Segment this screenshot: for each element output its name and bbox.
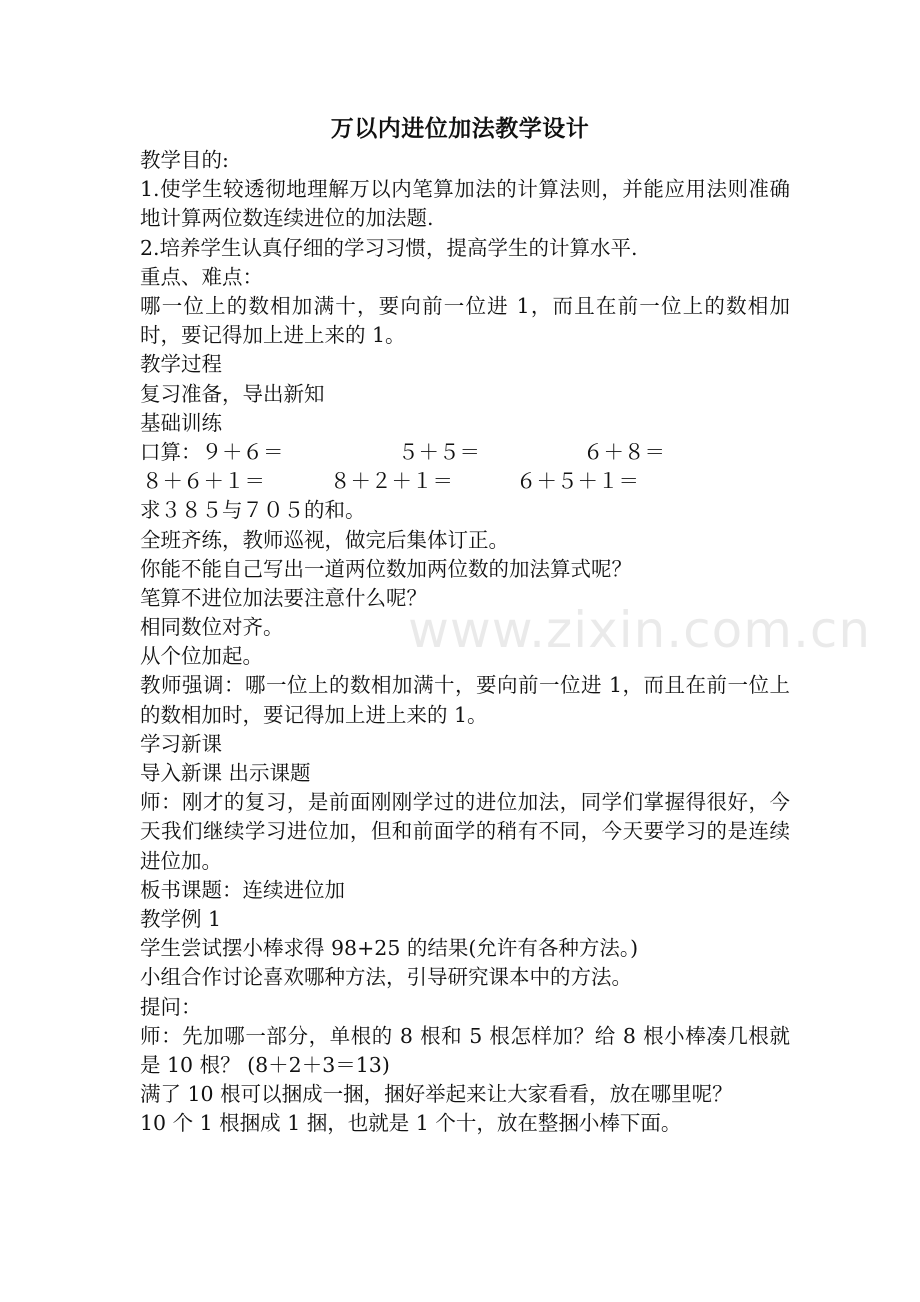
oral-calc-row-2 bbox=[140, 467, 790, 496]
paragraph-line: 求３８５与７０５的和。 bbox=[140, 498, 366, 523]
oral-calc-item: ６＋８＝ bbox=[583, 439, 665, 464]
oral-calc-item: 口算：９＋６＝ bbox=[140, 439, 284, 464]
paragraph-line: 从个位加起。 bbox=[140, 644, 263, 669]
review-heading: 复习准备，导出新知 bbox=[140, 381, 325, 406]
oral-calc-row-1 bbox=[140, 438, 790, 467]
process-heading: 教学过程 bbox=[140, 352, 222, 377]
watermark: www.zixin.com.cn bbox=[408, 601, 872, 659]
key-points-text: 哪一位上的数相加满十，要向前一位进 1，而且在前一位上的数相加时，要记得加上进上来的 1。 bbox=[140, 293, 790, 348]
board-title: 板书课题：连续进位加 bbox=[140, 877, 345, 902]
basic-training-heading: 基础训练 bbox=[140, 410, 222, 435]
teacher-intro: 师：刚才的复习，是前面刚刚学过的进位加法，同学们掌握得很好，今天我们继续学习进位加，但和前面学的稍有不同，今天要学习的是连续进位加。 bbox=[140, 790, 790, 873]
intro-heading: 导入新课 出示课题 bbox=[140, 761, 311, 786]
objectives-heading: 教学目的: bbox=[140, 148, 229, 172]
document-body bbox=[140, 146, 872, 1139]
example-heading: 教学例 1 bbox=[140, 907, 222, 932]
paragraph-line: 小组合作讨论喜欢哪种方法，引导研究课本中的方法。 bbox=[140, 965, 632, 990]
paragraph-line: 满了 10 根可以捆成一捆，捆好举起来让大家看看，放在哪里呢？ bbox=[140, 1082, 733, 1107]
oral-calc-item: ５＋５＝ bbox=[398, 439, 480, 464]
objective-2: 2.培养学生认真仔细的学习习惯，提高学生的计算水平. bbox=[140, 235, 638, 260]
paragraph-line: 学生尝试摆小棒求得 98+25 的结果(允许有各种方法。) bbox=[140, 936, 639, 961]
document-title: 万以内进位加法教学设计 bbox=[330, 115, 590, 142]
teacher-emphasis: 教师强调：哪一位上的数相加满十，要向前一位进 1，而且在前一位上的数相加时，要记得加上进上来的 1。 bbox=[140, 673, 790, 727]
question-heading: 提问： bbox=[140, 994, 202, 1019]
teacher-question: 师：先加哪一部分，单根的 8 根和 5 根怎样加？给 8 根小棒凑几根就是 10 根？ (8＋2＋3＝13) bbox=[140, 1023, 790, 1077]
oral-calc-item: ８＋２＋１＝ bbox=[330, 469, 453, 494]
paragraph-line: 10 个 1 根捆成 1 捆，也就是 1 个十，放在整捆小棒下面。 bbox=[140, 1111, 682, 1136]
oral-calc-item: ８＋６＋１＝ bbox=[142, 469, 265, 494]
new-lesson-heading: 学习新课 bbox=[140, 731, 222, 756]
oral-calc-item: ６＋５＋１＝ bbox=[516, 469, 639, 494]
paragraph-line: 相同数位对齐。 bbox=[140, 615, 284, 640]
paragraph-line: 笔算不进位加法要注意什么呢？ bbox=[140, 585, 427, 610]
key-points-heading: 重点、难点： bbox=[140, 264, 263, 289]
objective-1: 1.使学生较透彻地理解万以内笔算加法的计算法则，并能应用法则准确地计算两位数连续进位的加法题. bbox=[140, 177, 790, 231]
paragraph-line: 你能不能自己写出一道两位数加两位数的加法算式呢？ bbox=[140, 556, 632, 581]
paragraph-line: 全班齐练，教师巡视，做完后集体订正。 bbox=[140, 527, 509, 552]
